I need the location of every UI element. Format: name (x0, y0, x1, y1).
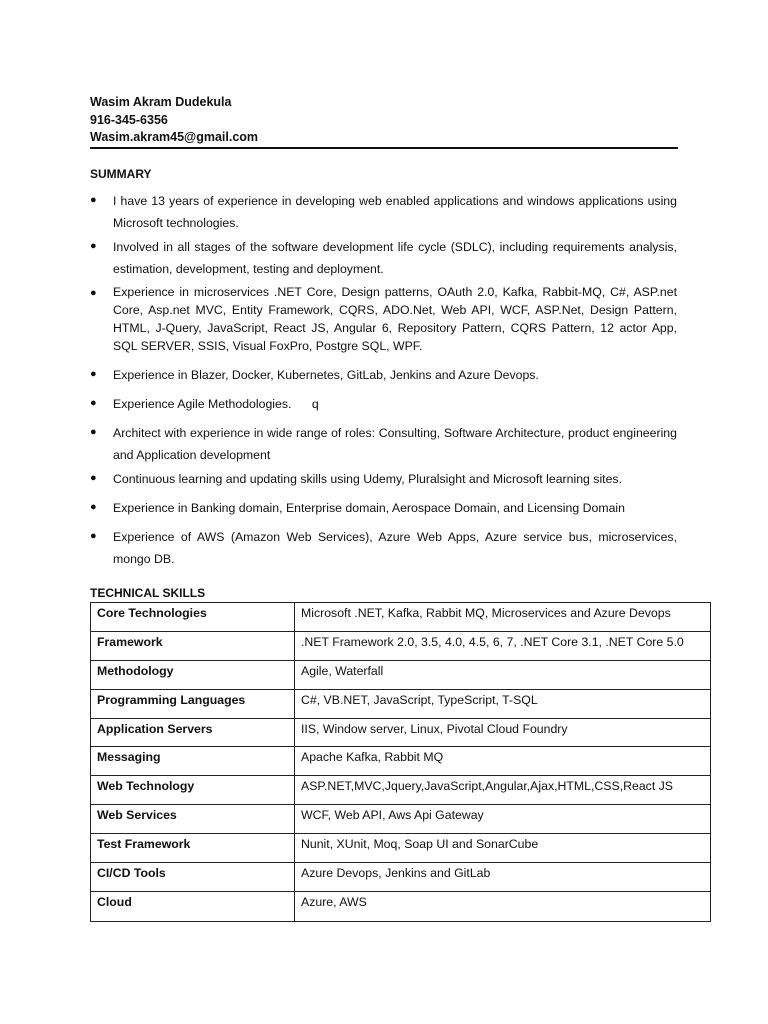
table-row (91, 863, 711, 892)
header-divider (90, 147, 678, 149)
bullet-icon: ● (90, 397, 97, 409)
summary-item (90, 283, 677, 355)
table-row (91, 718, 711, 747)
skill-value: .NET Framework 2.0, 3.5, 4.0, 4.5, 6, 7, .NET Core 3.1, .NET Core 5.0 (295, 631, 711, 660)
bullet-icon: ● (90, 530, 97, 542)
summary-item-text: Involved in all stages of the software development life cycle (SDLC), including requirements analysis, estimation, development, testing and deployment. (113, 240, 677, 276)
skill-category: Web Services (91, 805, 295, 834)
bullet-icon: ● (90, 368, 97, 380)
skill-value: Nunit, XUnit, Moq, Soap UI and SonarCube (295, 834, 711, 863)
skill-category: Framework (91, 631, 295, 660)
summary-item-text: Experience in Blazer, Docker, Kubernetes, GitLab, Jenkins and Azure Devops. (113, 368, 539, 382)
summary-item-text: I have 13 years of experience in developing web enabled applications and windows applications using Microsoft technologies. (113, 194, 677, 230)
skill-value: Azure, AWS (295, 891, 711, 921)
skill-category: Cloud (91, 891, 295, 921)
summary-item (90, 364, 677, 386)
table-row (91, 776, 711, 805)
skill-category: Web Technology (91, 776, 295, 805)
summary-item-text: Experience in microservices .NET Core, Design patterns, OAuth 2.0, Kafka, Rabbit-MQ, C#, ASP.net Core, Asp.net MVC, Entity Framework, CQRS, ADO.Net, Web API, WCF, ASP.Net, Design Pattern, HTML, J-Query, JavaScript, React JS, Angular 6, Repository Pattern, CQRS Pattern, 12 actor App, SQL SERVER, SSIS, Visual FoxPro, Postgre SQL, WPF. (113, 285, 677, 353)
skill-value: WCF, Web API, Aws Api Gateway (295, 805, 711, 834)
phone-number: 916-345-6356 (90, 112, 168, 127)
summary-item (90, 497, 677, 519)
table-row (91, 660, 711, 689)
technical-skills-table (90, 602, 711, 922)
table-row (91, 805, 711, 834)
candidate-name: Wasim Akram Dudekula (90, 95, 232, 109)
summary-item-text: Architect with experience in wide range of roles: Consulting, Software Architecture, product engineering and Application development (113, 426, 677, 462)
skill-value: Azure Devops, Jenkins and GitLab (295, 863, 711, 892)
skill-value: C#, VB.NET, JavaScript, TypeScript, T-SQL (295, 689, 711, 718)
skill-value: Apache Kafka, Rabbit MQ (295, 747, 711, 776)
table-row (91, 834, 711, 863)
summary-item-text: Continuous learning and updating skills using Udemy, Pluralsight and Microsoft learning sites. (113, 472, 622, 486)
skill-value: Microsoft .NET, Kafka, Rabbit MQ, Microservices and Azure Devops (295, 603, 711, 632)
table-row (91, 631, 711, 660)
summary-item (90, 190, 677, 234)
skill-category: CI/CD Tools (91, 863, 295, 892)
summary-heading: SUMMARY (90, 167, 152, 181)
bullet-icon: ● (90, 240, 97, 252)
email-address: Wasim.akram45@gmail.com (90, 130, 259, 144)
skill-category: Application Servers (91, 718, 295, 747)
summary-item-text: Experience Agile Methodologies. q (113, 397, 319, 411)
skill-category: Messaging (91, 747, 295, 776)
skill-value: IIS, Window server, Linux, Pivotal Cloud Foundry (295, 718, 711, 747)
summary-item-text: Experience in Banking domain, Enterprise domain, Aerospace Domain, and Licensing Domain (113, 501, 625, 515)
technical-skills-heading: TECHNICAL SKILLS (90, 586, 206, 600)
contact-header (90, 94, 678, 147)
skill-category: Methodology (91, 660, 295, 689)
bullet-icon: ● (90, 426, 97, 438)
skill-value: Agile, Waterfall (295, 660, 711, 689)
summary-item (90, 468, 677, 490)
skill-value: ASP.NET,MVC,Jquery,JavaScript,Angular,Ajax,HTML,CSS,React JS (295, 776, 711, 805)
bullet-icon: ● (90, 194, 97, 206)
skill-category: Test Framework (91, 834, 295, 863)
summary-item (90, 236, 677, 280)
skill-category: Core Technologies (91, 603, 295, 632)
table-row (91, 891, 711, 921)
bullet-icon: ● (90, 472, 97, 484)
bullet-icon: ● (90, 501, 97, 513)
table-row (91, 747, 711, 776)
table-row (91, 689, 711, 718)
table-row (91, 603, 711, 632)
summary-item (90, 422, 677, 466)
skill-category: Programming Languages (91, 689, 295, 718)
summary-item (90, 526, 677, 570)
summary-item (90, 393, 677, 415)
summary-item-text: Experience of AWS (Amazon Web Services), Azure Web Apps, Azure service bus, microservices, mongo DB. (113, 530, 677, 566)
bullet-icon: ● (90, 287, 97, 299)
